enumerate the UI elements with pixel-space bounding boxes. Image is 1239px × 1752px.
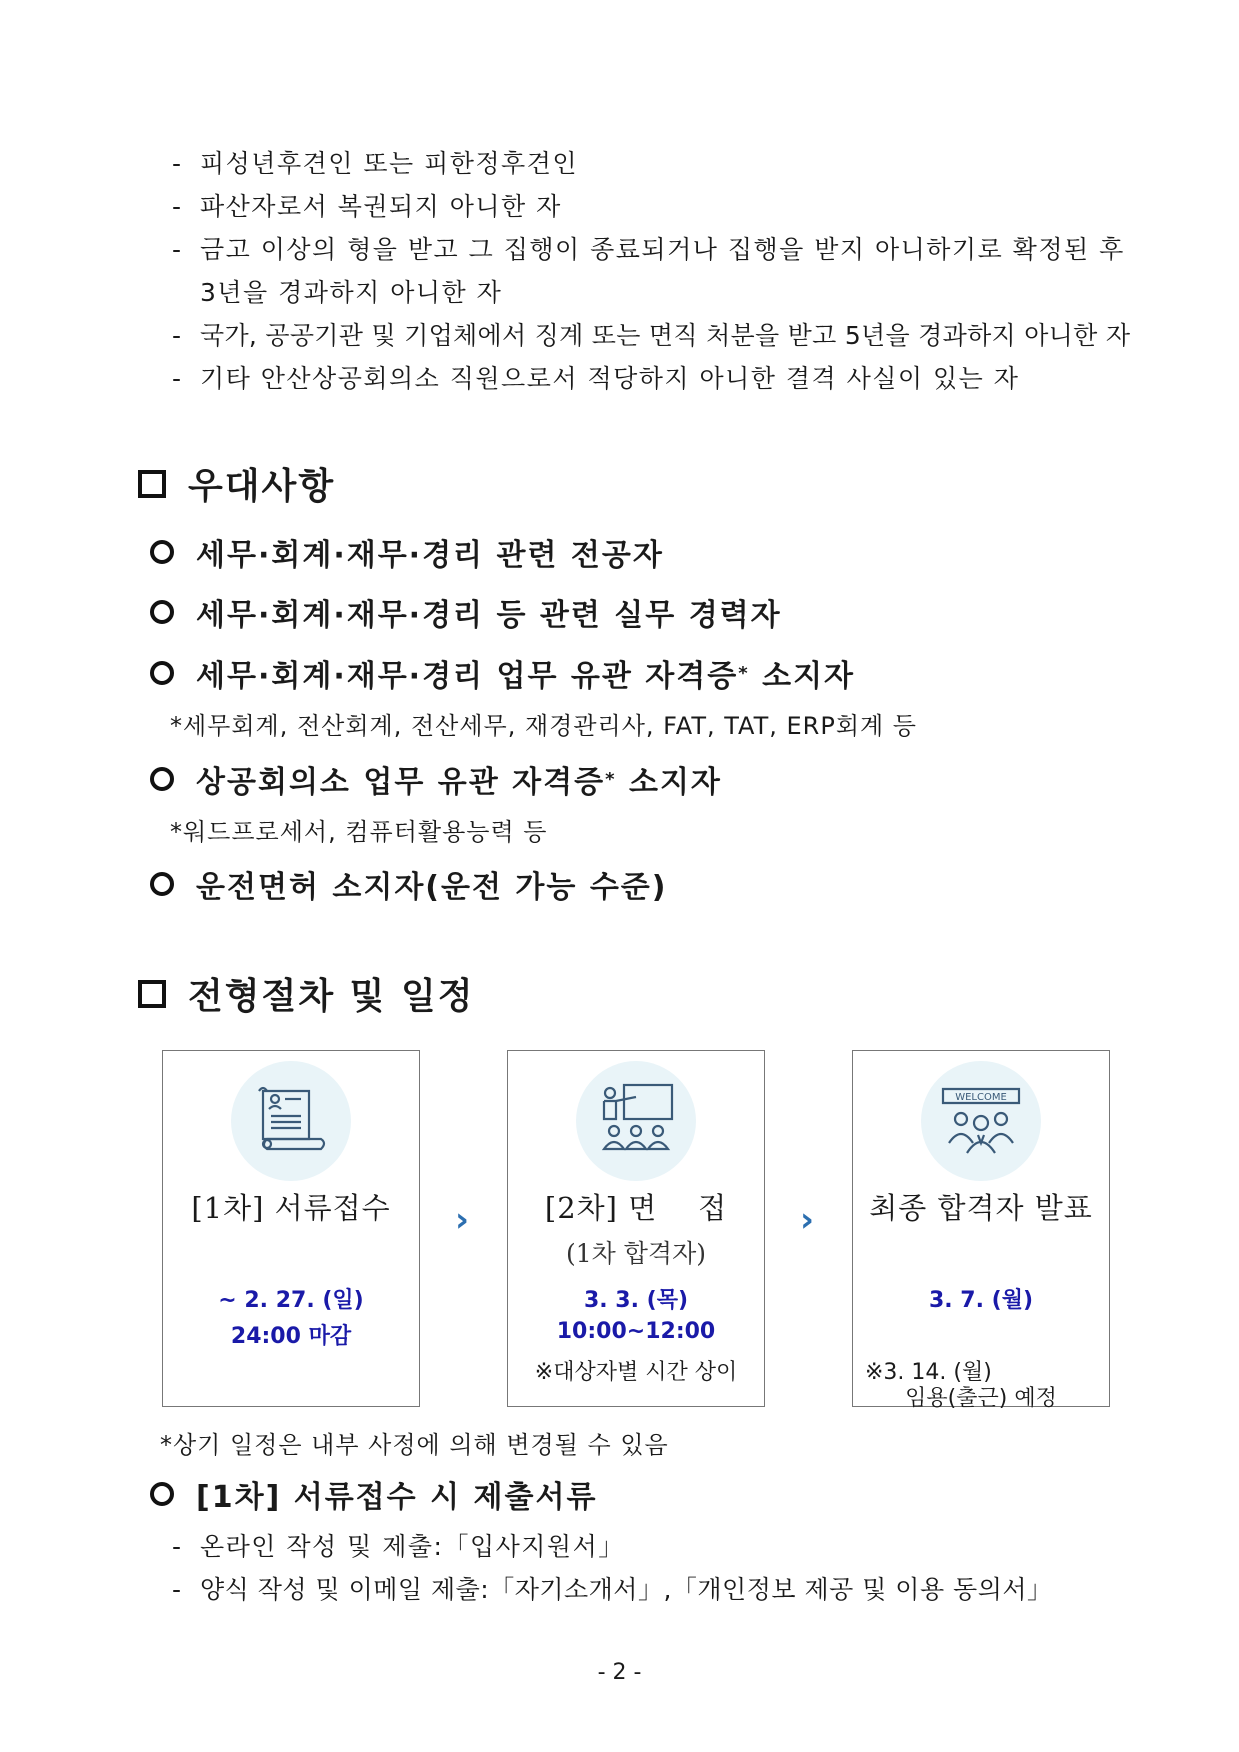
step-title: 최종 합격자 발표: [869, 1191, 1093, 1225]
list-item: - 양식 작성 및 이메일 제출:「자기소개서」,「개인정보 제공 및 이용 동의서」: [172, 1575, 1053, 1604]
welcome-banner-icon: [921, 1061, 1041, 1181]
step-note: 임용(출근) 예정: [905, 1386, 1057, 1411]
circle-bullet-icon: [150, 1482, 174, 1506]
preference-item: 세무·회계·재무·경리 업무 유관 자격증 * 소지자: [150, 651, 855, 695]
step-title: [1차] 서류접수: [191, 1191, 391, 1225]
section-heading-preferences: 우대사항: [138, 458, 335, 509]
step-title: [2차] 면 접: [544, 1191, 728, 1225]
preference-note: *세무회계, 전산회계, 전산세무, 재경관리사, FAT, TAT, ERP회계 등: [170, 712, 917, 740]
step-time: 10:00~12:00: [556, 1319, 716, 1344]
preference-item: 세무·회계·재무·경리 관련 전공자: [150, 530, 664, 574]
schedule-step-1: [162, 1050, 420, 1407]
step-date: 3. 3. (목): [583, 1288, 688, 1313]
step-date: ~ 2. 27. (일): [218, 1288, 364, 1313]
preference-item: 상공회의소 업무 유관 자격증 * 소지자: [150, 757, 722, 801]
chevron-right-icon: ›: [455, 1200, 470, 1240]
preference-item: 세무·회계·재무·경리 등 관련 실무 경력자: [150, 590, 782, 634]
page-number: - 2 -: [597, 1660, 642, 1685]
list-item: - 국가, 공공기관 및 기업체에서 징계 또는 면직 처분을 받고 5년을 경과하지 아니한 자: [172, 321, 1131, 350]
list-item: - 파산자로서 복권되지 아니한 자: [172, 192, 562, 221]
schedule-step-3: [852, 1050, 1110, 1411]
list-item: - 기타 안산상공회의소 직원으로서 적당하지 아니한 결격 사실이 있는 자: [172, 364, 1020, 393]
circle-bullet-icon: [150, 540, 174, 564]
list-item: - 피성년후견인 또는 피한정후견인: [172, 149, 578, 178]
documents-list: [172, 1525, 1132, 1611]
list-item: - 온라인 작성 및 제출:「입사지원서」: [172, 1532, 625, 1561]
circle-bullet-icon: [150, 661, 174, 685]
schedule-step-2: [507, 1050, 765, 1407]
preference-item: 운전면허 소지자(운전 가능 수준): [150, 862, 668, 906]
step-time: 24:00 마감: [230, 1324, 352, 1349]
circle-bullet-icon: [150, 767, 174, 791]
list-item: - 금고 이상의 형을 받고 그 집행이 종료되거나 집행을 받지 아니하기로 확정된 후 3년을 경과하지 아니한 자: [172, 235, 1125, 307]
circle-bullet-icon: [150, 872, 174, 896]
step-subtitle: (1차 합격자): [566, 1239, 706, 1268]
circle-bullet-icon: [150, 600, 174, 624]
document-scroll-icon: [231, 1061, 351, 1181]
documents-heading: [1차] 서류접수 시 제출서류: [150, 1472, 597, 1516]
chevron-right-icon: ›: [800, 1200, 815, 1240]
preference-note: *워드프로세서, 컴퓨터활용능력 등: [170, 818, 548, 846]
section-heading-schedule: 전형절차 및 일정: [138, 968, 475, 1019]
step-date: 3. 7. (월): [928, 1288, 1033, 1313]
svg-text:WELCOME: WELCOME: [955, 1092, 1007, 1103]
presentation-icon: [576, 1061, 696, 1181]
ineligibility-list: [172, 142, 1132, 400]
schedule-footnote: *상기 일정은 내부 사정에 의해 변경될 수 있음: [160, 1431, 669, 1459]
step-note: ※3. 14. (월): [865, 1360, 992, 1385]
checkbox-square-icon: [138, 470, 166, 498]
step-note: ※대상자별 시간 상이: [534, 1360, 738, 1385]
checkbox-square-icon: [138, 980, 166, 1008]
